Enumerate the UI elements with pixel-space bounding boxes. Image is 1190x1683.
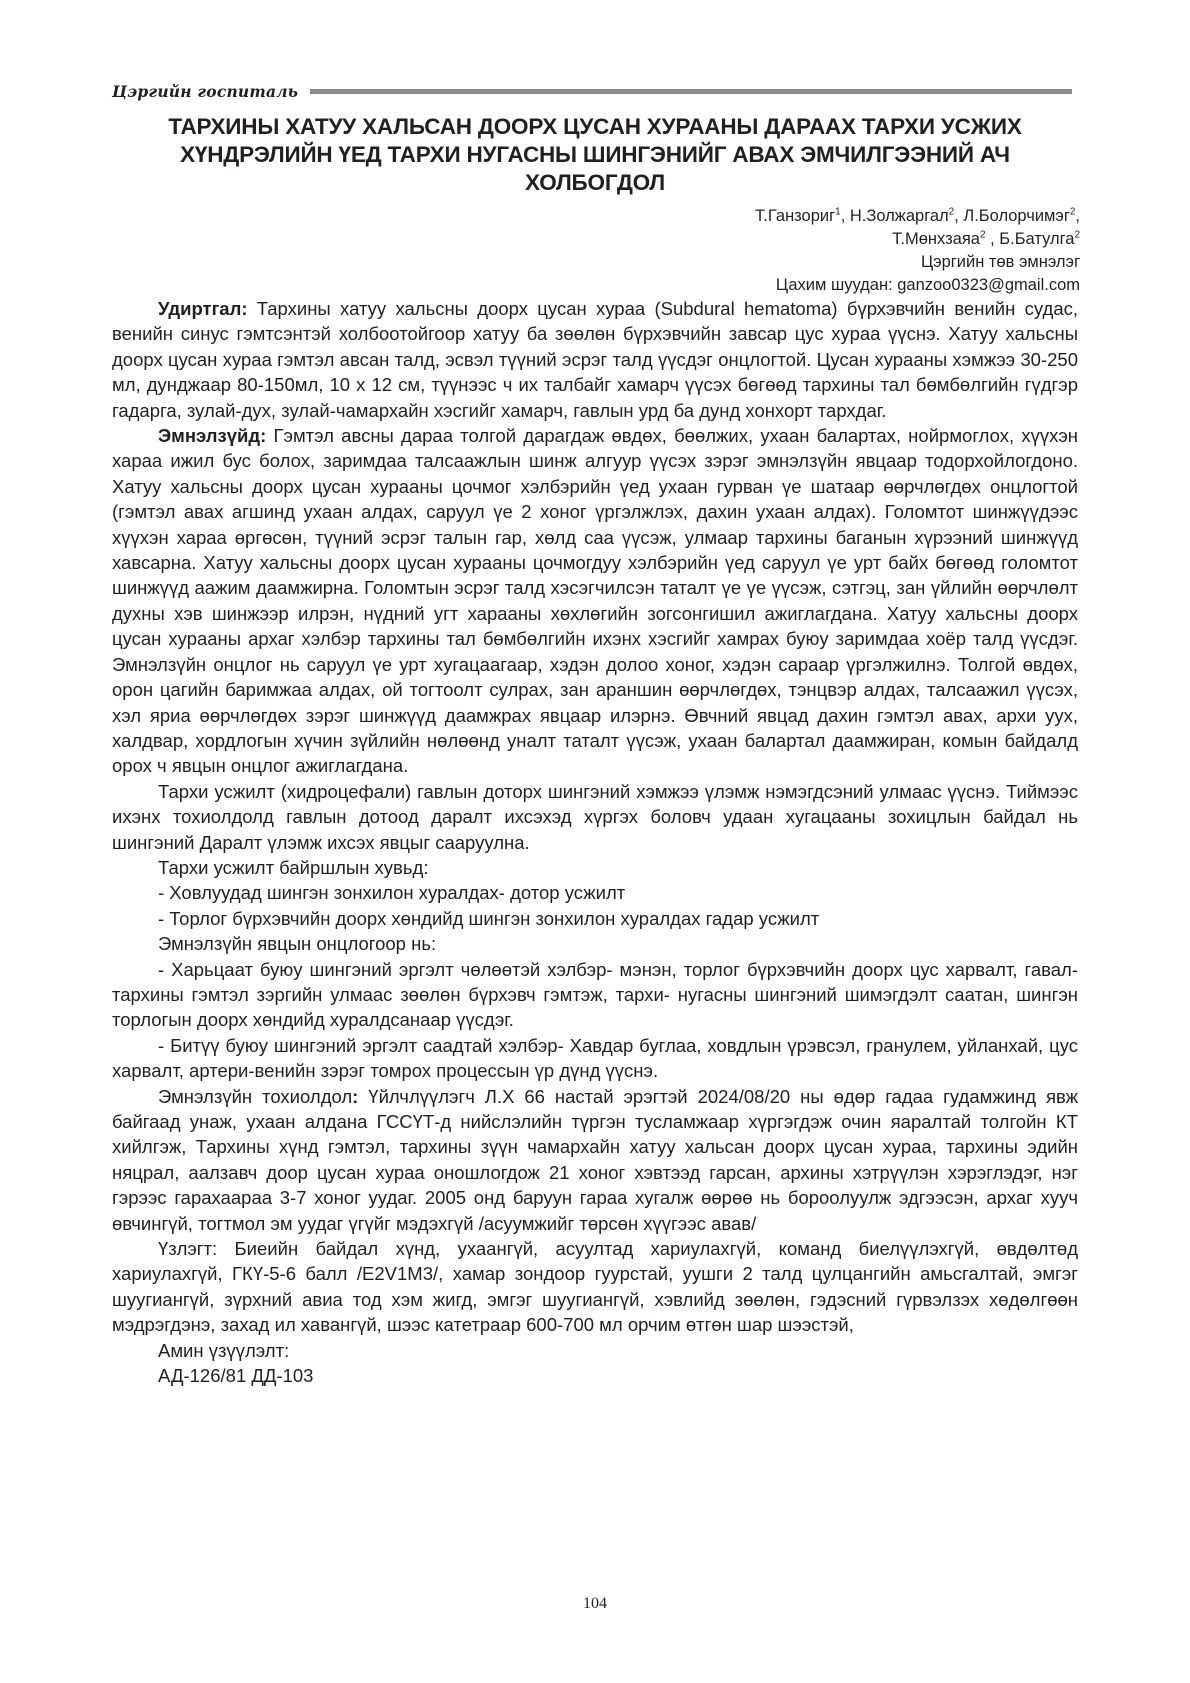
course-heading: Эмнэлзүйн явцын онцлогоор нь: [158,933,437,955]
intro-text: Тархины хатуу хальсны доорх цусан хураа (Subdural hematoma) бүрхэвчийн венийн судас, венийн синус гэмтсэнтэй холбоотойгоор хатуу ба зөөлөн бүрхэвчийн завсар цус хураа үүснэ. Хатуу хальсны доорх цусан хураа гэмтэл авсан талд, эсвэл түүний эсрэг талд үүсдэг онцлогтой. Цусан хурааны хэмжээ 30-250 мл, дунджаар 80-150мл, 10 х 12 см, түүнээс ч их талбайг хамарч үүсэх бөгөөд тархины тал бөмбөлгийн гүдгэр гадарга, зулай-дух, зулай-чамархайн хэсгийг хамарч, гавлын урд ба дунд хонхорт тархдаг. [112,298,1078,421]
intro-paragraph [112,296,1078,423]
author-name: Б.Батулга [999,230,1075,248]
author-name: Н.Золжаргал [849,207,949,225]
clinic-text: Гэмтэл авсны дараа толгой дарагдаж өвдөх, бөөлжих, ухаан балартах, нойрмоглох, хүүхэн хараа ижил бус болох, заримдаа талсаажлын шинж алгуур үүсэх зэрэг эмнэлзүйн явцаар тодорхойлогдоно. Хатуу хальсны доорх цусан хурааны цочмог хэлбэрийн үед ухаан гурван үе шатаар өөрчлөгдөх онцлогтой (гэмтэл авах агшинд ухаан алдах, саруул үе 2 хоног үргэлжлэх, дахин ухаан алдах). Голомтот шинжүүдээс хүүхэн хараа өргөсөн, түүний эсрэг талын гар, хөлд саа үүсэж, улмаар тархины баганын хүрээний шинжүүд хавсарна. Хатуу хальсны доорх цусан хурааны цочмогдуу хэлбэрийн үед саруул үе урт байх бөгөөд голомтот шинжүүд аажим даамжирна. Голомтын эсрэг талд хэсэгчилсэн таталт үе үе үүсэж, сэтгэц, зан үйлийн өөрчлөлт духны хэв шинжээр илрэн, нүдний угт харааны хөхлөгийн зогсонгишил ажиглагдана. Хатуу хальсны доорх цусан хурааны архаг хэлбэр тархины тал бөмбөлгийн ихэнх хэсгийг хамрах буюу заримдаа хоёр талд үүсдэг. Эмнэлзүйн онцлог нь саруул үе урт хугацаагаар, хэдэн долоо хоног, хэдэн сараар үргэлжилнэ. Толгой өвдөх, орон цагийн баримжаа алдах, ой тогтоолт сулрах, зан араншин өөрчлөгдөх, тэнцвэр алдах, талсаажил үүсэх, хэл яриа өөрчлөгдөх зэрэг шинжүүд даамжрах явцаар илэрнэ. Өвчний явцад дахин гэмтэл авах, архи уух, халдвар, хордлогын хүчин зүйлийн нөлөөнд уналт таталт үүсэж, ухаан балартал даамжиран, комын байдалд орох ч явцын онцлог ажиглагдана. [112,425,1078,777]
vitals-values: АД-126/81 ДД-103 [158,1365,314,1387]
case-paragraph [112,1084,1078,1236]
author-line-1 [380,205,1080,228]
case-text: Үйлчлүүлэгч Л.Х 66 настай эрэгтэй 2024/08/20 ны өдөр гадаа гудамжинд явж байгаад унаж, ухаан алдана ГССҮТ-д нийслэлийн түргэн тусламжаар хүргэгдэж очин яаралтай толгойн КТ хийлгэж, Тархины хүнд гэмтэл, тархины зүүн чамархайн хатуу хальсан доорх цусан хураа, тархины эдийн няцрал, аалзавч доор цусан хураа оношлогдож 21 хоног хэвтээд гарсан, архины хэтрүүлэн хэрэглэдэг, нэг гэрээс гарахаараа 3-7 хоног уудаг. 2005 онд баруун гараа хугалж өөрөө нь бороолуулж эдгээсэн, архаг хууч өвчингүй, тогтмол эм уудаг үгүйг мэдэхгүй /асуумжийг төрсөн хүүгээс авав/ [112,1085,1079,1234]
course-item: - Битүү буюу шингэний эргэлт саадтай хэлбэр- Хавдар буглаа, ховдлын үрэвсэл, гранулем, уйланхай, цус харвалт, артери-венийн зэрэг томрох процессын үр дүнд үүснэ. [112,1034,1078,1082]
clinic-paragraph [112,423,1078,779]
clinic-label: Эмнэлзүйд: [158,425,267,447]
header-rule [310,89,1072,94]
journal-section-title: Цэргийн госпиталь [112,81,299,101]
institution: Цэргийн төв эмнэлэг [920,253,1080,271]
exam-paragraph: Үзлэгт: Биеийн байдал хүнд, ухаангүй, асуултад хариулахгүй, команд биелүүлэхгүй, өвдөлтөд хариулахгүй, ГКҮ-5-6 балл /E2V1M3/, хамар зондоор гуурстай, уушги 2 талд цулцангийн амьсгалтай, эмгэг шуугиангүй, зүрхний авиа тод хэм жигд, эмгэг шуугиангүй, хэвлийд зөөлөн, гэдэсний гүрвэлзэх хөдөлгөөн мэдрэгдэнэ, захад ил хавангүй, шээс катетраар 600-700 мл орчим өтгөн шар шээстэй, [112,1238,1078,1336]
author-affiliation: 2 [1069,206,1076,218]
author-affiliation: 2 [948,206,955,218]
course-item: - Харьцаат буюу шингэний эргэлт чөлөөтэй хэлбэр- мэнэн, торлог бүрхэвчийн доорх цус харвалт, гавал-тархины гэмтэл зэргийн улмаас зөөлөн бүрхэвч гэмтэж, тархи- нугасны шингэний шимэгдэлт саатан, шингэн торлогын доорх хөндийд хуралдсанаар үүсдэг. [112,958,1078,1031]
contact-email: Цахим шуудан: ganzoo0323@gmail.com [775,276,1080,294]
case-colon: : [352,1085,359,1107]
intro-label: Удиртгал: [158,298,248,319]
author-affiliation: 2 [979,229,986,241]
author-affiliation: 2 [1074,229,1080,241]
article-title: ТАРХИНЫ ХАТУУ ХАЛЬСАН ДООРХ ЦУСАН ХУРААНЫ ДАРААХ ТАРХИ УСЖИХ ХҮНДРЭЛИЙН ҮЕД ТАРХИ НУГАСНЫ ШИНГЭНИЙГ АВАХ ЭМЧИЛГЭЭНИЙ АЧ ХОЛБОГДОЛ [168,114,1022,195]
author-separator: , [954,207,964,225]
running-header [112,76,1072,106]
page-number: 104 [583,1595,607,1612]
location-heading: Тархи усжилт байршлын хувьд: [158,856,429,878]
author-affiliation: 1 [835,206,841,218]
author-block [380,205,1080,297]
author-name: Т.Мөнхзаяа [892,230,980,248]
location-item: - Торлог бүрхэвчийн доорх хөндийд шингэн зонхилон хуралдах гадар усжилт [158,907,820,929]
author-name: Т.Ганзориг [755,207,836,225]
hydrocephalus-paragraph: Тархи усжилт (хидроцефали) гавлын доторх шингэний хэмжээ үлэмж нэмэгдсэний улмаас үүснэ. Тиймээс ихэнх тохиолдолд гавлын дотоод даралт ихсэхэд хүргэх боловч удаан хугацааны зохицлын байдал нь шингэний Даралт үлэмж ихсэх явцыг сааруулна. [112,780,1078,853]
article-body [112,296,1078,1388]
author-separator: , [985,230,1000,248]
author-separator: , [840,207,850,225]
case-label: Эмнэлзүйн тохиолдол [158,1085,353,1107]
author-separator: , [1075,207,1080,225]
author-line-2 [380,228,1080,251]
author-name: Л.Болорчимэг [963,207,1070,225]
vitals-heading: Амин үзүүлэлт: [158,1339,290,1361]
location-item: - Ховлуудад шингэн зонхилон хуралдах- дотор усжилт [158,882,626,904]
